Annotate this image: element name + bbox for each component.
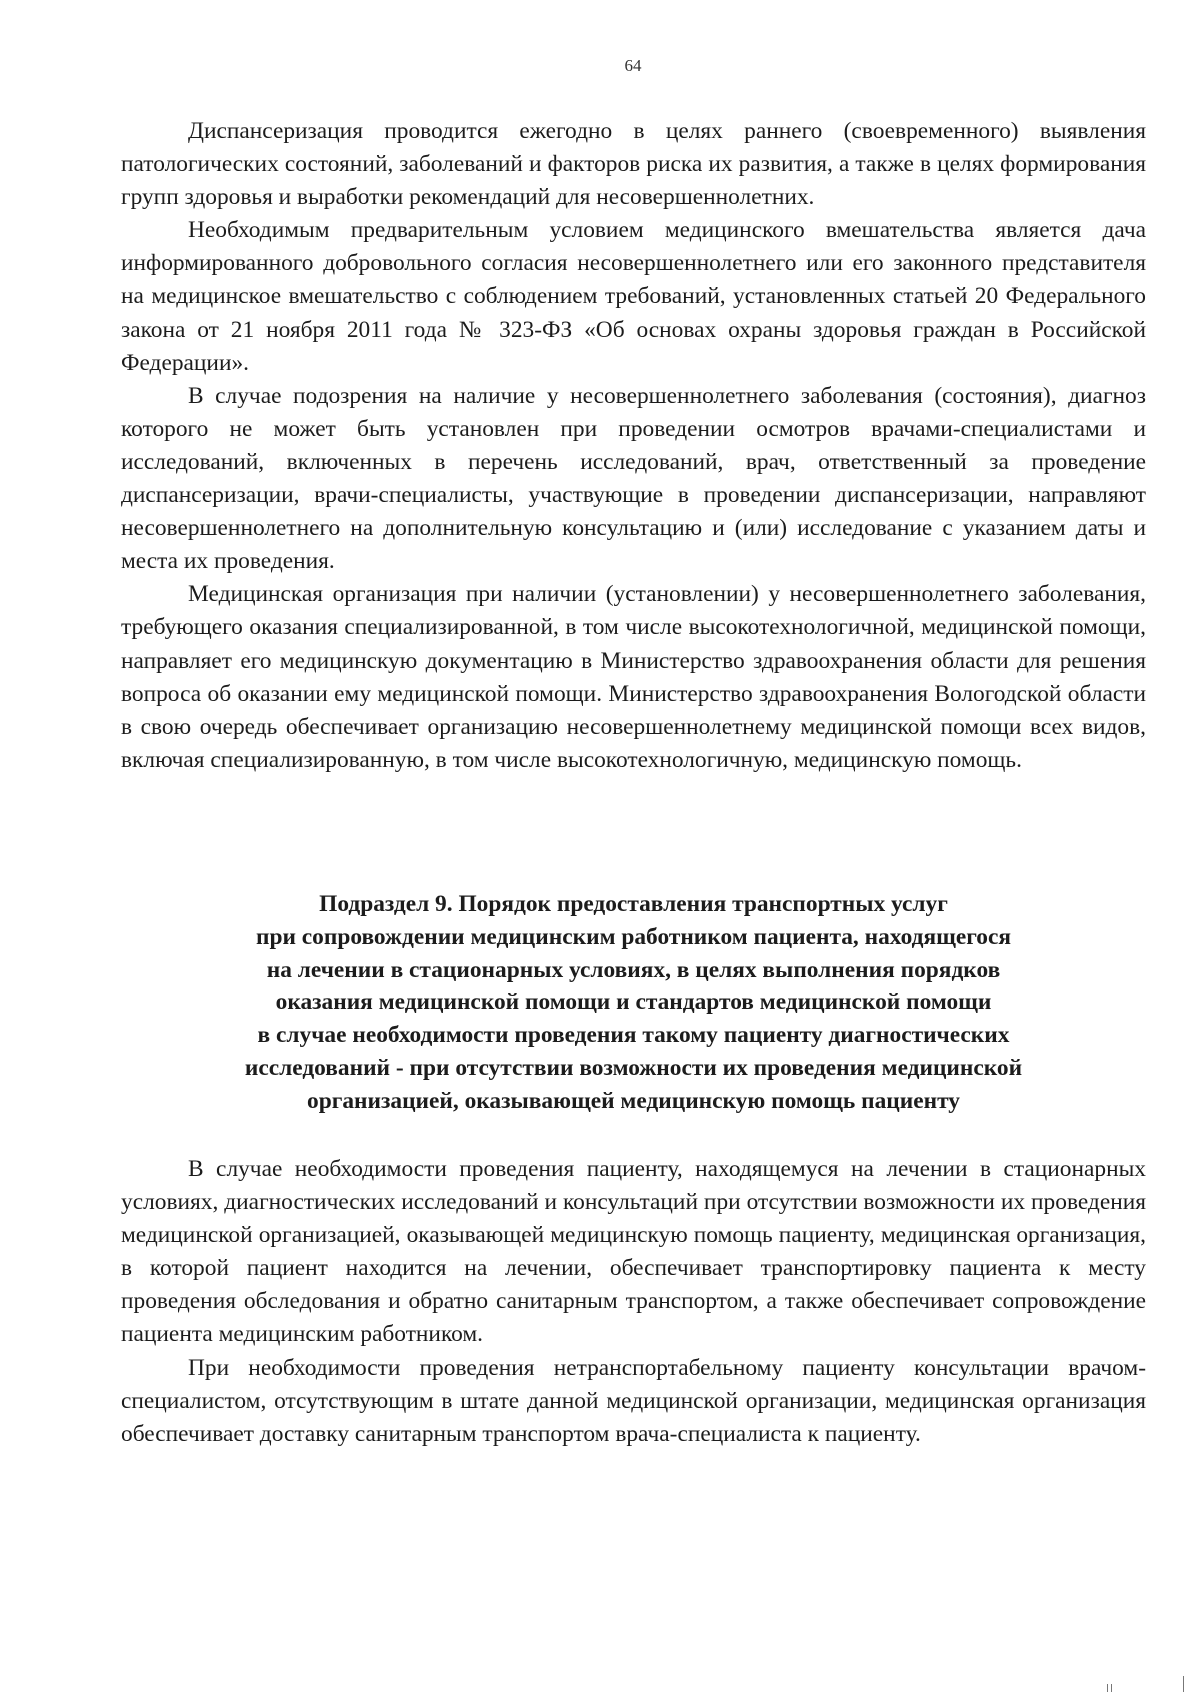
section-heading — [121, 888, 1146, 1118]
body-text-after-heading — [121, 1153, 1146, 1451]
heading-line: организацией, оказывающей медицинскую помощь пациенту — [307, 1087, 960, 1114]
paragraph: Диспансеризация проводится ежегодно в целях раннего (своевременного) выявления патологических состояний, заболеваний и факторов риска их развития, а также в целях формирования групп здоровья и выработки рекомендаций для несовершеннолетних. — [121, 118, 1146, 211]
heading-line: на лечении в стационарных условиях, в целях выполнения порядков — [266, 956, 1001, 983]
scan-artifact — [1107, 1684, 1108, 1692]
body-text-before-heading — [121, 115, 1146, 777]
heading-line: при сопровождении медицинским работником пациента, находящегося — [255, 923, 1012, 950]
paragraph: Необходимым предварительным условием медицинского вмешательства является дача информированного добровольного согласия несовершеннолетнего или его законного представителя на медицинское вмешательство с соблюдением требований, установленных статьей 20 Федерального закона от 21 ноября 2011 года № 323-ФЗ «Об основах охраны здоровья граждан в Российской Федерации». — [121, 217, 1146, 376]
heading-line: оказания медицинской помощи и стандартов медицинской помощи — [275, 989, 992, 1016]
heading-line: в случае необходимости проведения такому пациенту диагностических — [257, 1022, 1010, 1049]
scan-artifact — [1111, 1684, 1112, 1692]
scan-artifact — [1183, 1676, 1184, 1692]
paragraph: Медицинская организация при наличии (установлении) у несовершеннолетнего заболевания, требующего оказания специализированной, в том числе высокотехнологичной, медицинской помощи, направляет его медицинскую документацию в Министерство здравоохранения области для решения вопроса об оказании ему медицинской помощи. Министерство здравоохранения Вологодской области в свою очередь обеспечивает организацию несовершеннолетнему медицинской помощи всех видов, включая специализированную, в том числе высокотехнологичную, медицинскую помощь. — [121, 581, 1146, 773]
page-number: 64 — [624, 56, 642, 75]
paragraph: При необходимости проведения нетранспортабельному пациенту консультации врачом-специалистом, отсутствующим в штате данной медицинской организации, медицинская организация обеспечивает доставку санитарным транспортом врача-специалиста к пациенту. — [121, 1354, 1146, 1447]
paragraph: В случае подозрения на наличие у несовершеннолетнего заболевания (состояния), диагноз которого не может быть установлен при проведении осмотров врачами-специалистами и исследований, включенных в перечень исследований, врач, ответственный за проведение диспансеризации, врачи-специалисты, участвующие в проведении диспансеризации, направляют несовершеннолетнего на дополнительную консультацию и (или) исследование с указанием даты и места их проведения. — [121, 382, 1146, 575]
heading-line: Подраздел 9. Порядок предоставления транспортных услуг — [319, 891, 948, 917]
paragraph: В случае необходимости проведения пациенту, находящемуся на лечении в стационарных условиях, диагностических исследований и консультаций при отсутствии возможности их проведения медицинской организацией, оказывающей медицинскую помощь пациенту, медицинская организация, в которой пациент находится на лечении, обеспечивает транспортировку пациента к месту проведения обследования и обратно санитарным транспортом, а также обеспечивает сопровождение пациента медицинским работником. — [121, 1156, 1146, 1348]
heading-line: исследований - при отсутствии возможности их проведения медицинской — [244, 1054, 1023, 1081]
